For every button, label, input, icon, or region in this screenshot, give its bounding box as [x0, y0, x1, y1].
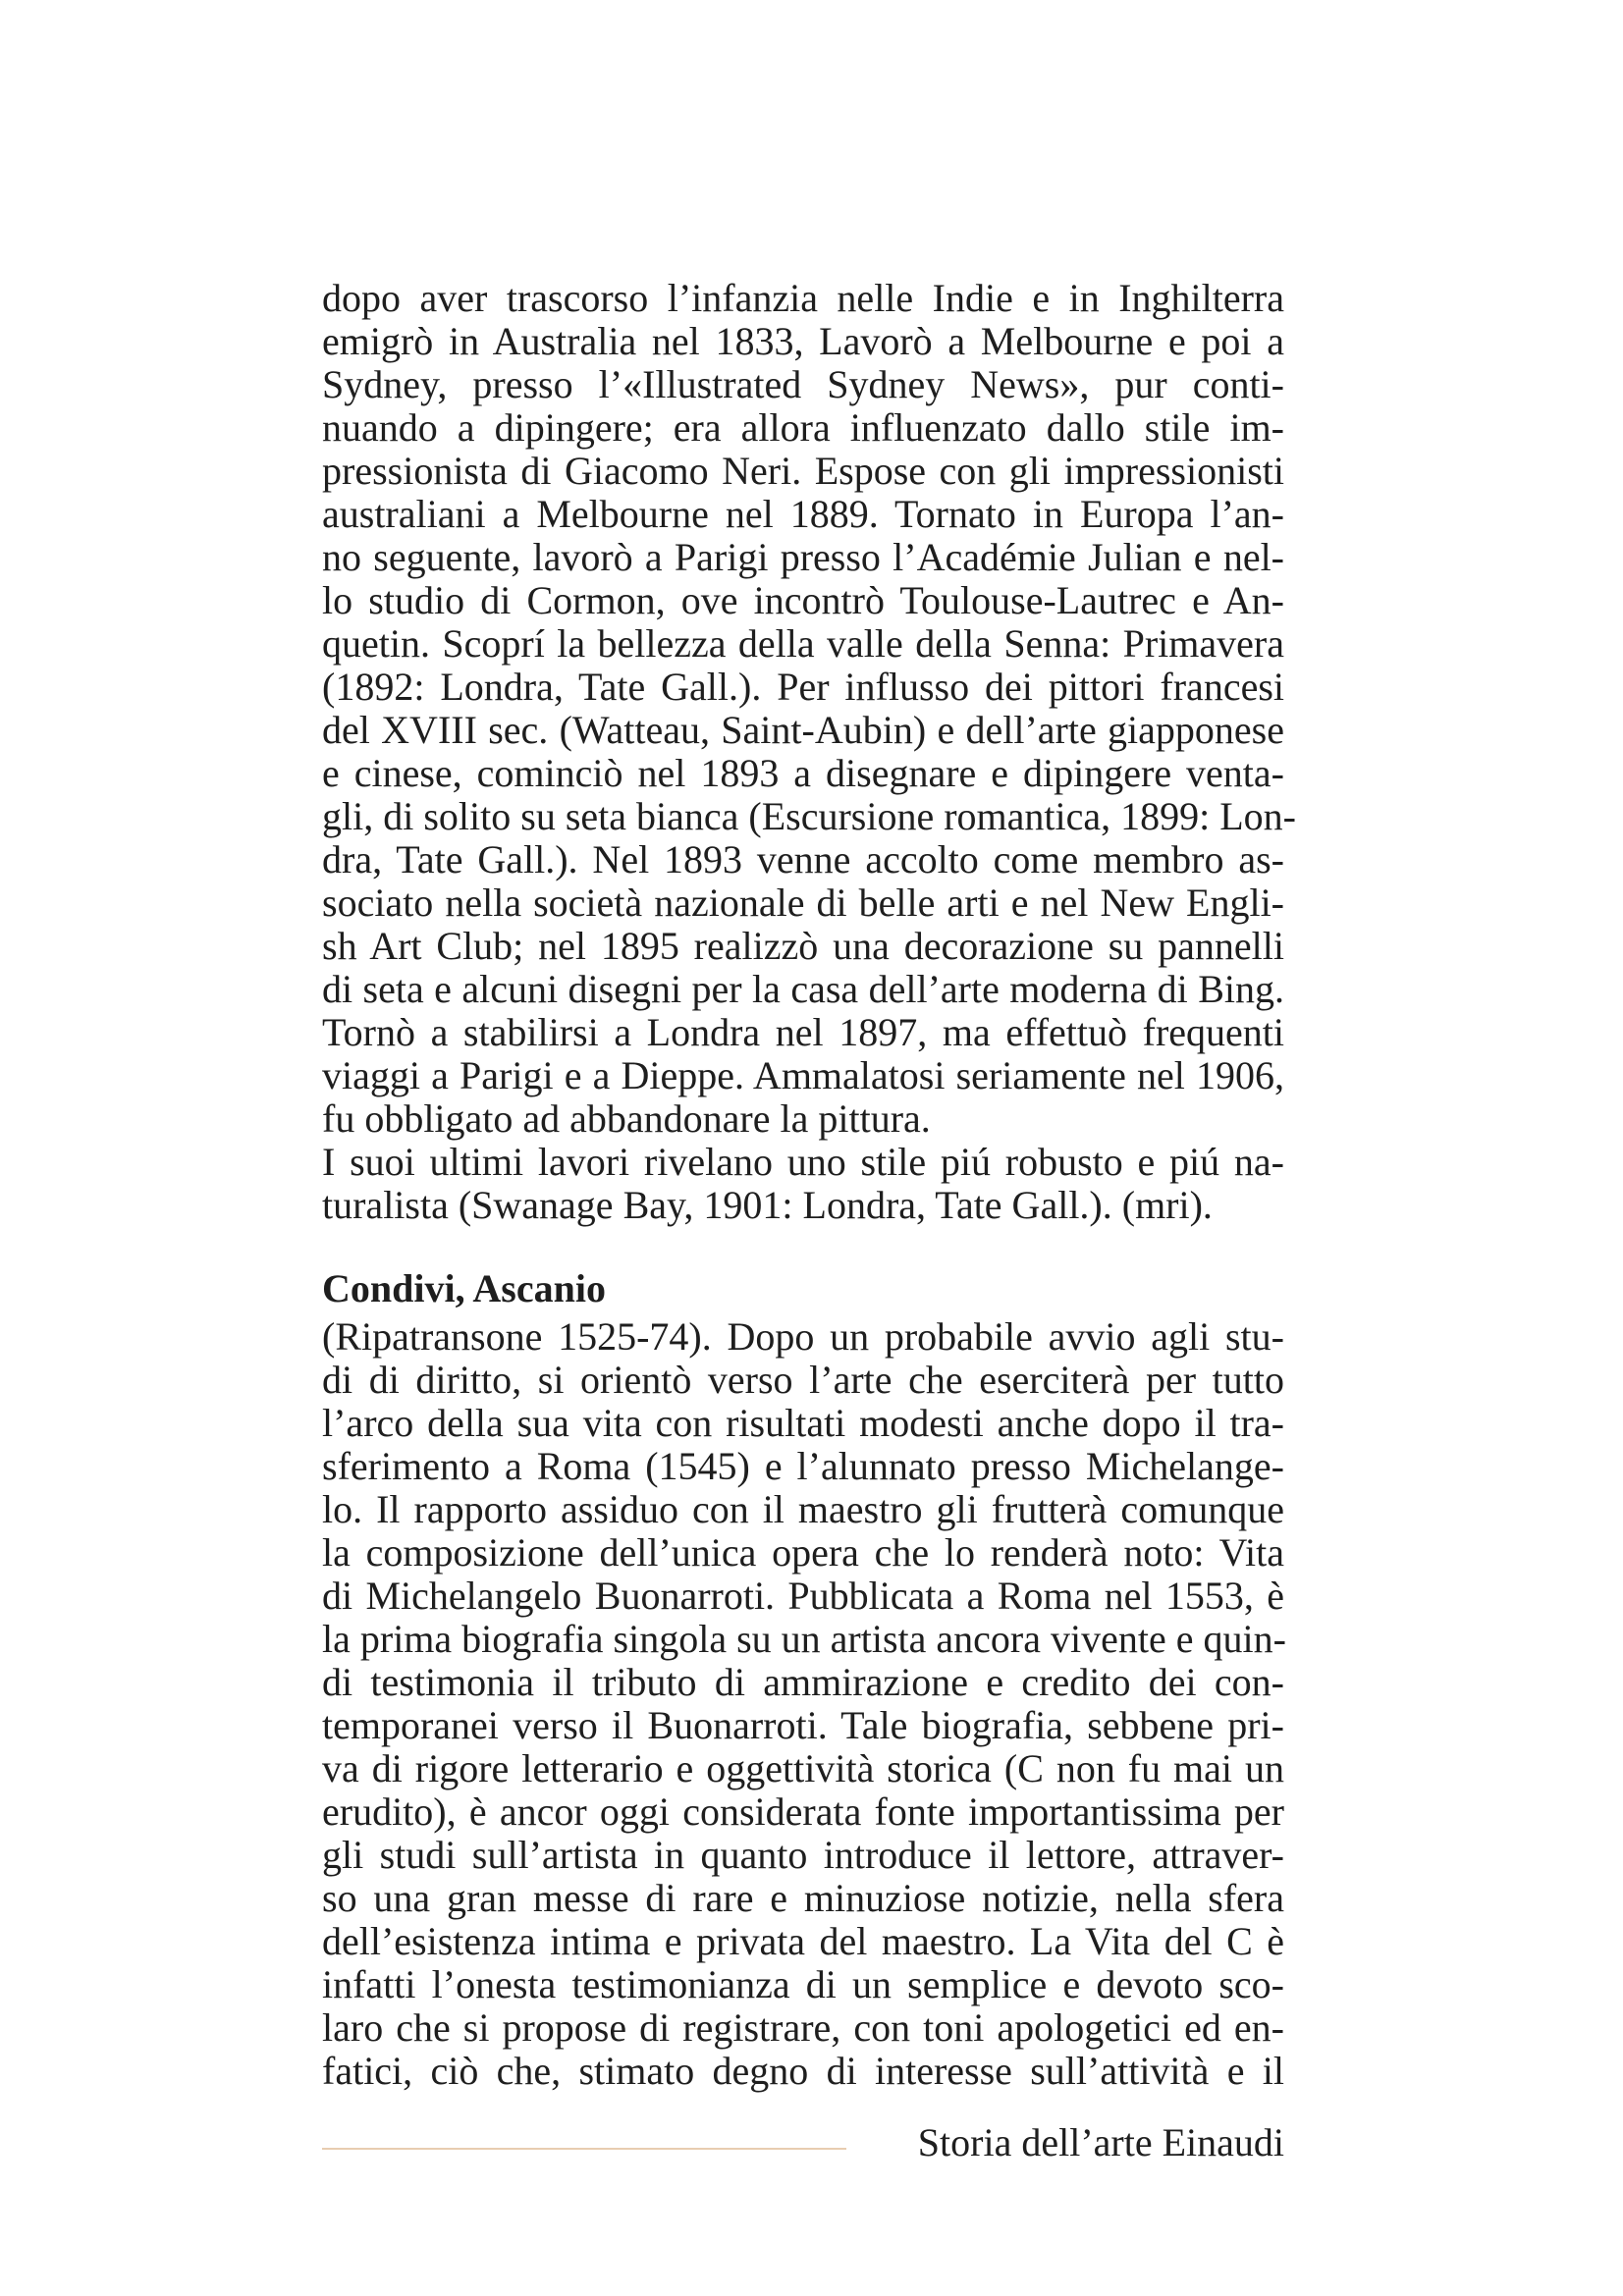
entry-heading: Condivi, Ascanio [322, 1266, 606, 1310]
text-line: quetin. Scoprí la bellezza della valle della Senna: Primavera [322, 621, 1284, 666]
text-line: (Ripatransone 1525-74). Dopo un probabile avvio agli stu- [322, 1314, 1284, 1359]
footer-title: Storia dell’arte Einaudi [917, 2120, 1284, 2164]
text-line: gli, di solito su seta bianca (Escursione romantica, 1899: Lon- [322, 794, 1296, 838]
text-line: lo studio di Cormon, ove incontrò Toulouse-Lautrec e An- [322, 578, 1284, 622]
footer-rule [322, 2148, 846, 2150]
text-line: (1892: Londra, Tate Gall.). Per influsso dei pittori francesi [322, 665, 1284, 709]
text-line: lo. Il rapporto assiduo con il maestro gli frutterà comunque [322, 1487, 1284, 1531]
text-line: so una gran messe di rare e minuziose notizie, nella sfera [322, 1876, 1284, 1920]
text-line: dell’esistenza intima e privata del maestro. La Vita del C è [322, 1919, 1284, 1963]
text-line: I suoi ultimi lavori rivelano uno stile piú robusto e piú na- [322, 1140, 1284, 1184]
text-line: erudito), è ancor oggi considerata fonte importantissima per [322, 1789, 1284, 1834]
text-line: di seta e alcuni disegni per la casa dell’arte moderna di Bing. [322, 967, 1284, 1011]
text-line: del XVIII sec. (Watteau, Saint-Aubin) e dell’arte giapponese [322, 708, 1284, 752]
text-line: temporanei verso il Buonarroti. Tale biografia, sebbene pri- [322, 1703, 1284, 1747]
text-line: pressionista di Giacomo Neri. Espose con gli impressionisti [322, 449, 1284, 493]
text-line: va di rigore letterario e oggettività storica (C non fu mai un [322, 1746, 1284, 1790]
text-line: l’arco della sua vita con risultati modesti anche dopo il tra- [322, 1401, 1284, 1445]
text-line: fu obbligato ad abbandonare la pittura. [322, 1096, 931, 1141]
text-line: sh Art Club; nel 1895 realizzò una decorazione su pannelli [322, 924, 1284, 968]
text-line: fatici, ciò che, stimato degno di interesse sull’attività e il [322, 2049, 1284, 2093]
page-body [322, 276, 1296, 2093]
entry-continued [322, 276, 1296, 1227]
text-line: dra, Tate Gall.). Nel 1893 venne accolto come membro as- [322, 837, 1284, 881]
text-line: dopo aver trascorso l’infanzia nelle Indie e in Inghilterra [322, 276, 1284, 320]
text-line: nuando a dipingere; era allora influenzato dallo stile im- [322, 405, 1284, 450]
text-line: gli studi sull’artista in quanto introduce il lettore, attraver- [322, 1833, 1284, 1877]
text-line: sferimento a Roma (1545) e l’alunnato presso Michelange- [322, 1444, 1284, 1488]
text-line: di testimonia il tributo di ammirazione e credito dei con- [322, 1660, 1284, 1704]
entry-gap [322, 1227, 1284, 1266]
text-line: e cinese, cominciò nel 1893 a disegnare e dipingere venta- [322, 751, 1284, 795]
text-line: infatti l’onesta testimonianza di un semplice e devoto sco- [322, 1962, 1284, 2006]
text-line: la composizione dell’unica opera che lo renderà noto: Vita [322, 1530, 1284, 1575]
text-line: viaggi a Parigi e a Dieppe. Ammalatosi seriamente nel 1906, [322, 1053, 1284, 1097]
text-line: turalista (Swanage Bay, 1901: Londra, Tate Gall.). (mri). [322, 1183, 1213, 1227]
text-line: emigrò in Australia nel 1833, Lavorò a Melbourne e poi a [322, 319, 1284, 363]
text-line: Sydney, presso l’«Illustrated Sydney News», pur conti- [322, 362, 1284, 406]
text-line: Tornò a stabilirsi a Londra nel 1897, ma effettuò frequenti [322, 1010, 1284, 1054]
text-line: la prima biografia singola su un artista ancora vivente e quin- [322, 1617, 1286, 1661]
text-line: di Michelangelo Buonarroti. Pubblicata a Roma nel 1553, è [322, 1574, 1284, 1618]
text-line: laro che si propose di registrare, con toni apologetici ed en- [322, 2005, 1284, 2050]
text-line: sociato nella società nazionale di belle arti e nel New Engli- [322, 881, 1284, 925]
text-line: australiani a Melbourne nel 1889. Tornato in Europa l’an- [322, 492, 1284, 536]
entry-condivi [322, 1266, 1284, 2093]
text-line: no seguente, lavorò a Parigi presso l’Académie Julian e nel- [322, 535, 1284, 579]
page-footer [322, 2118, 1284, 2167]
text-line: di di diritto, si orientò verso l’arte che eserciterà per tutto [322, 1358, 1284, 1402]
